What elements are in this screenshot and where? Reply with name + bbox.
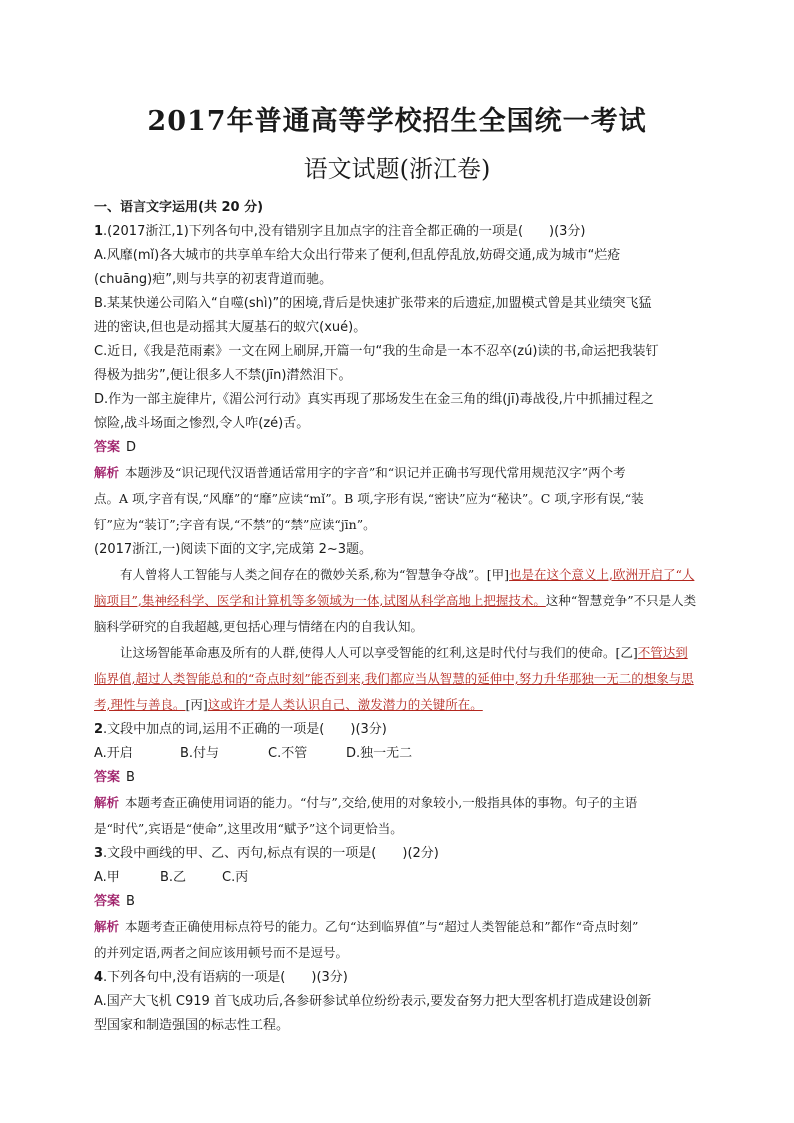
question-number: 2	[94, 722, 104, 737]
question-2-stem	[94, 718, 700, 742]
passage-paragraph-2	[94, 640, 700, 718]
explanation-label: 解析	[94, 465, 120, 480]
answer-line	[94, 436, 700, 460]
answer-line	[94, 890, 700, 914]
explanation-line-1	[94, 790, 700, 816]
answer-value: B	[126, 770, 135, 785]
option-b: B.乙	[160, 870, 187, 885]
option-a-line-2: 型国家和制造强国的标志性工程。	[94, 1018, 290, 1033]
option-c: C.丙	[222, 870, 249, 885]
option-a: A.开启	[94, 746, 133, 761]
underlined-sentence-bing: 这或许才是人类认识自己、激发潜力的关键所在。	[207, 697, 483, 712]
passage-text: 这种“智慧竞争”不只是人类脑科学研究的自我超越,更包括心理与情绪在内的自我认知。	[94, 593, 697, 634]
option-d: D.独一无二	[346, 746, 413, 761]
answer-label: 答案	[94, 440, 121, 455]
option-d-line-2: 惊险,战斗场面之惨烈,令人咋(zé)舌。	[94, 416, 310, 431]
answer-label: 答案	[94, 770, 121, 785]
explanation-text: 本题考查正确使用标点符号的能力。乙句“达到临界值”与“超过人类智能总和”都作“奇点时刻”	[125, 919, 639, 934]
option-c-line-2: 得极为拙劣”,便让很多人不禁(jīn)潸然泪下。	[94, 368, 352, 383]
option-a: A.甲	[94, 870, 120, 885]
question-number: 3	[94, 846, 104, 861]
explanation-label: 解析	[94, 795, 120, 810]
question-3-options	[94, 866, 700, 890]
passage-text: 有人曾将人工智能与人类之间存在的微妙关系,称为“智慧争夺战”。[甲]	[120, 567, 510, 582]
answer-value: D	[126, 440, 137, 455]
answer-value: B	[126, 894, 135, 909]
option-d-line-1: D.作为一部主旋律片,《湄公河行动》真实再现了那场发生在金三角的缉(jī)毒战役,片中抓捕过程之	[94, 392, 654, 407]
passage-intro: (2017浙江,一)阅读下面的文字,完成第 2~3题。	[94, 542, 373, 557]
answer-label: 答案	[94, 894, 121, 909]
option-a-line-1: A.风靡(mǐ)各大城市的共享单车给大众出行带来了便利,但乱停乱放,妨碍交通,成为城市“烂疮	[94, 248, 621, 263]
option-b-line-1: B.某某快递公司陷入“自噬(shì)”的困境,背后是快速扩张带来的后遗症,加盟模式曾是其业绩突飞猛	[94, 296, 652, 311]
option-c-line-1: C.近日,《我是范雨素》一文在网上刷屏,开篇一句“我的生命是一本不忍卒(zú)读的书,命运把我装钉	[94, 344, 659, 359]
question-number: 4	[94, 970, 104, 985]
question-text: .下列各句中,没有语病的一项是( )(3分)	[103, 970, 348, 985]
passage-text: 让这场智能革命惠及所有的人群,使得人人可以享受智能的红利,这是时代付与我们的使命。[乙]	[120, 645, 638, 660]
page-subtitle: 语文试题(浙江卷)	[303, 155, 491, 183]
option-a-line-1: A.国产大飞机 C919 首飞成功后,各参研参试单位纷纷表示,要发奋努力把大型客机打造成建设创新	[94, 994, 652, 1009]
explanation-line-3: 钉”应为“装订”;字音有误,“不禁”的“禁”应读“jīn”。	[94, 517, 376, 532]
explanation-text: 本题考查正确使用词语的能力。“付与”,交给,使用的对象较小,一般指具体的事物。句子的主语	[125, 795, 638, 810]
explanation-line-1	[94, 914, 700, 940]
page-title: 2017年普通高等学校招生全国统一考试	[147, 106, 647, 137]
explanation-line-2: 的并列定语,两者之间应该用顿号而不是逗号。	[94, 945, 348, 960]
passage-text: [丙]	[185, 697, 208, 712]
option-b: B.付与	[180, 746, 220, 761]
exam-page	[94, 100, 700, 1038]
question-3-stem	[94, 842, 700, 866]
explanation-line-2: 点。A 项,字音有误,“风靡”的“靡”应读“mǐ”。B 项,字形有误,“密诀”应为“秘诀”。C 项,字形有误,“装	[94, 491, 644, 506]
question-text: .文段中画线的甲、乙、丙句,标点有误的一项是( )(2分)	[103, 846, 439, 861]
question-4-stem	[94, 966, 700, 990]
option-a-line-2: (chuāng)疤”,则与共享的初衷背道而驰。	[94, 272, 333, 287]
option-b-line-2: 进的密诀,但也是动摇其大厦基石的蚁穴(xué)。	[94, 320, 367, 335]
explanation-line-2: 是“时代”,宾语是“使命”,这里改用“赋予”这个词更恰当。	[94, 821, 403, 836]
underlined-sentence-jia: 也是在这个意义上,欧洲开启了“人脑项目”,集神经科学、医学和计算机等多领域为一体,试图从科学高地上把握技术。	[94, 567, 695, 608]
question-number: 1	[94, 224, 104, 239]
question-text: .文段中加点的词,运用不正确的一项是( )(3分)	[103, 722, 387, 737]
explanation-line-1	[94, 460, 700, 486]
question-1-stem	[94, 220, 700, 244]
question-2-options	[94, 742, 700, 766]
underlined-sentence-yi: 不管达到临界值,超过人类智能总和的“奇点时刻”能否到来,我们都应当从智慧的延伸中,努力升华那独一无二的想象与思考,理性与善良。	[94, 645, 694, 712]
passage-paragraph-1	[94, 562, 700, 640]
section-heading: 一、语言文字运用(共 20 分)	[94, 200, 264, 215]
option-c: C.不管	[268, 746, 308, 761]
explanation-label: 解析	[94, 919, 120, 934]
question-text: .(2017浙江,1)下列各句中,没有错别字且加点字的注音全都正确的一项是( )(3分)	[103, 224, 586, 239]
answer-line	[94, 766, 700, 790]
explanation-text: 本题涉及“识记现代汉语普通话常用字的字音”和“识记并正确书写现代常用规范汉字”两个考	[125, 465, 626, 480]
